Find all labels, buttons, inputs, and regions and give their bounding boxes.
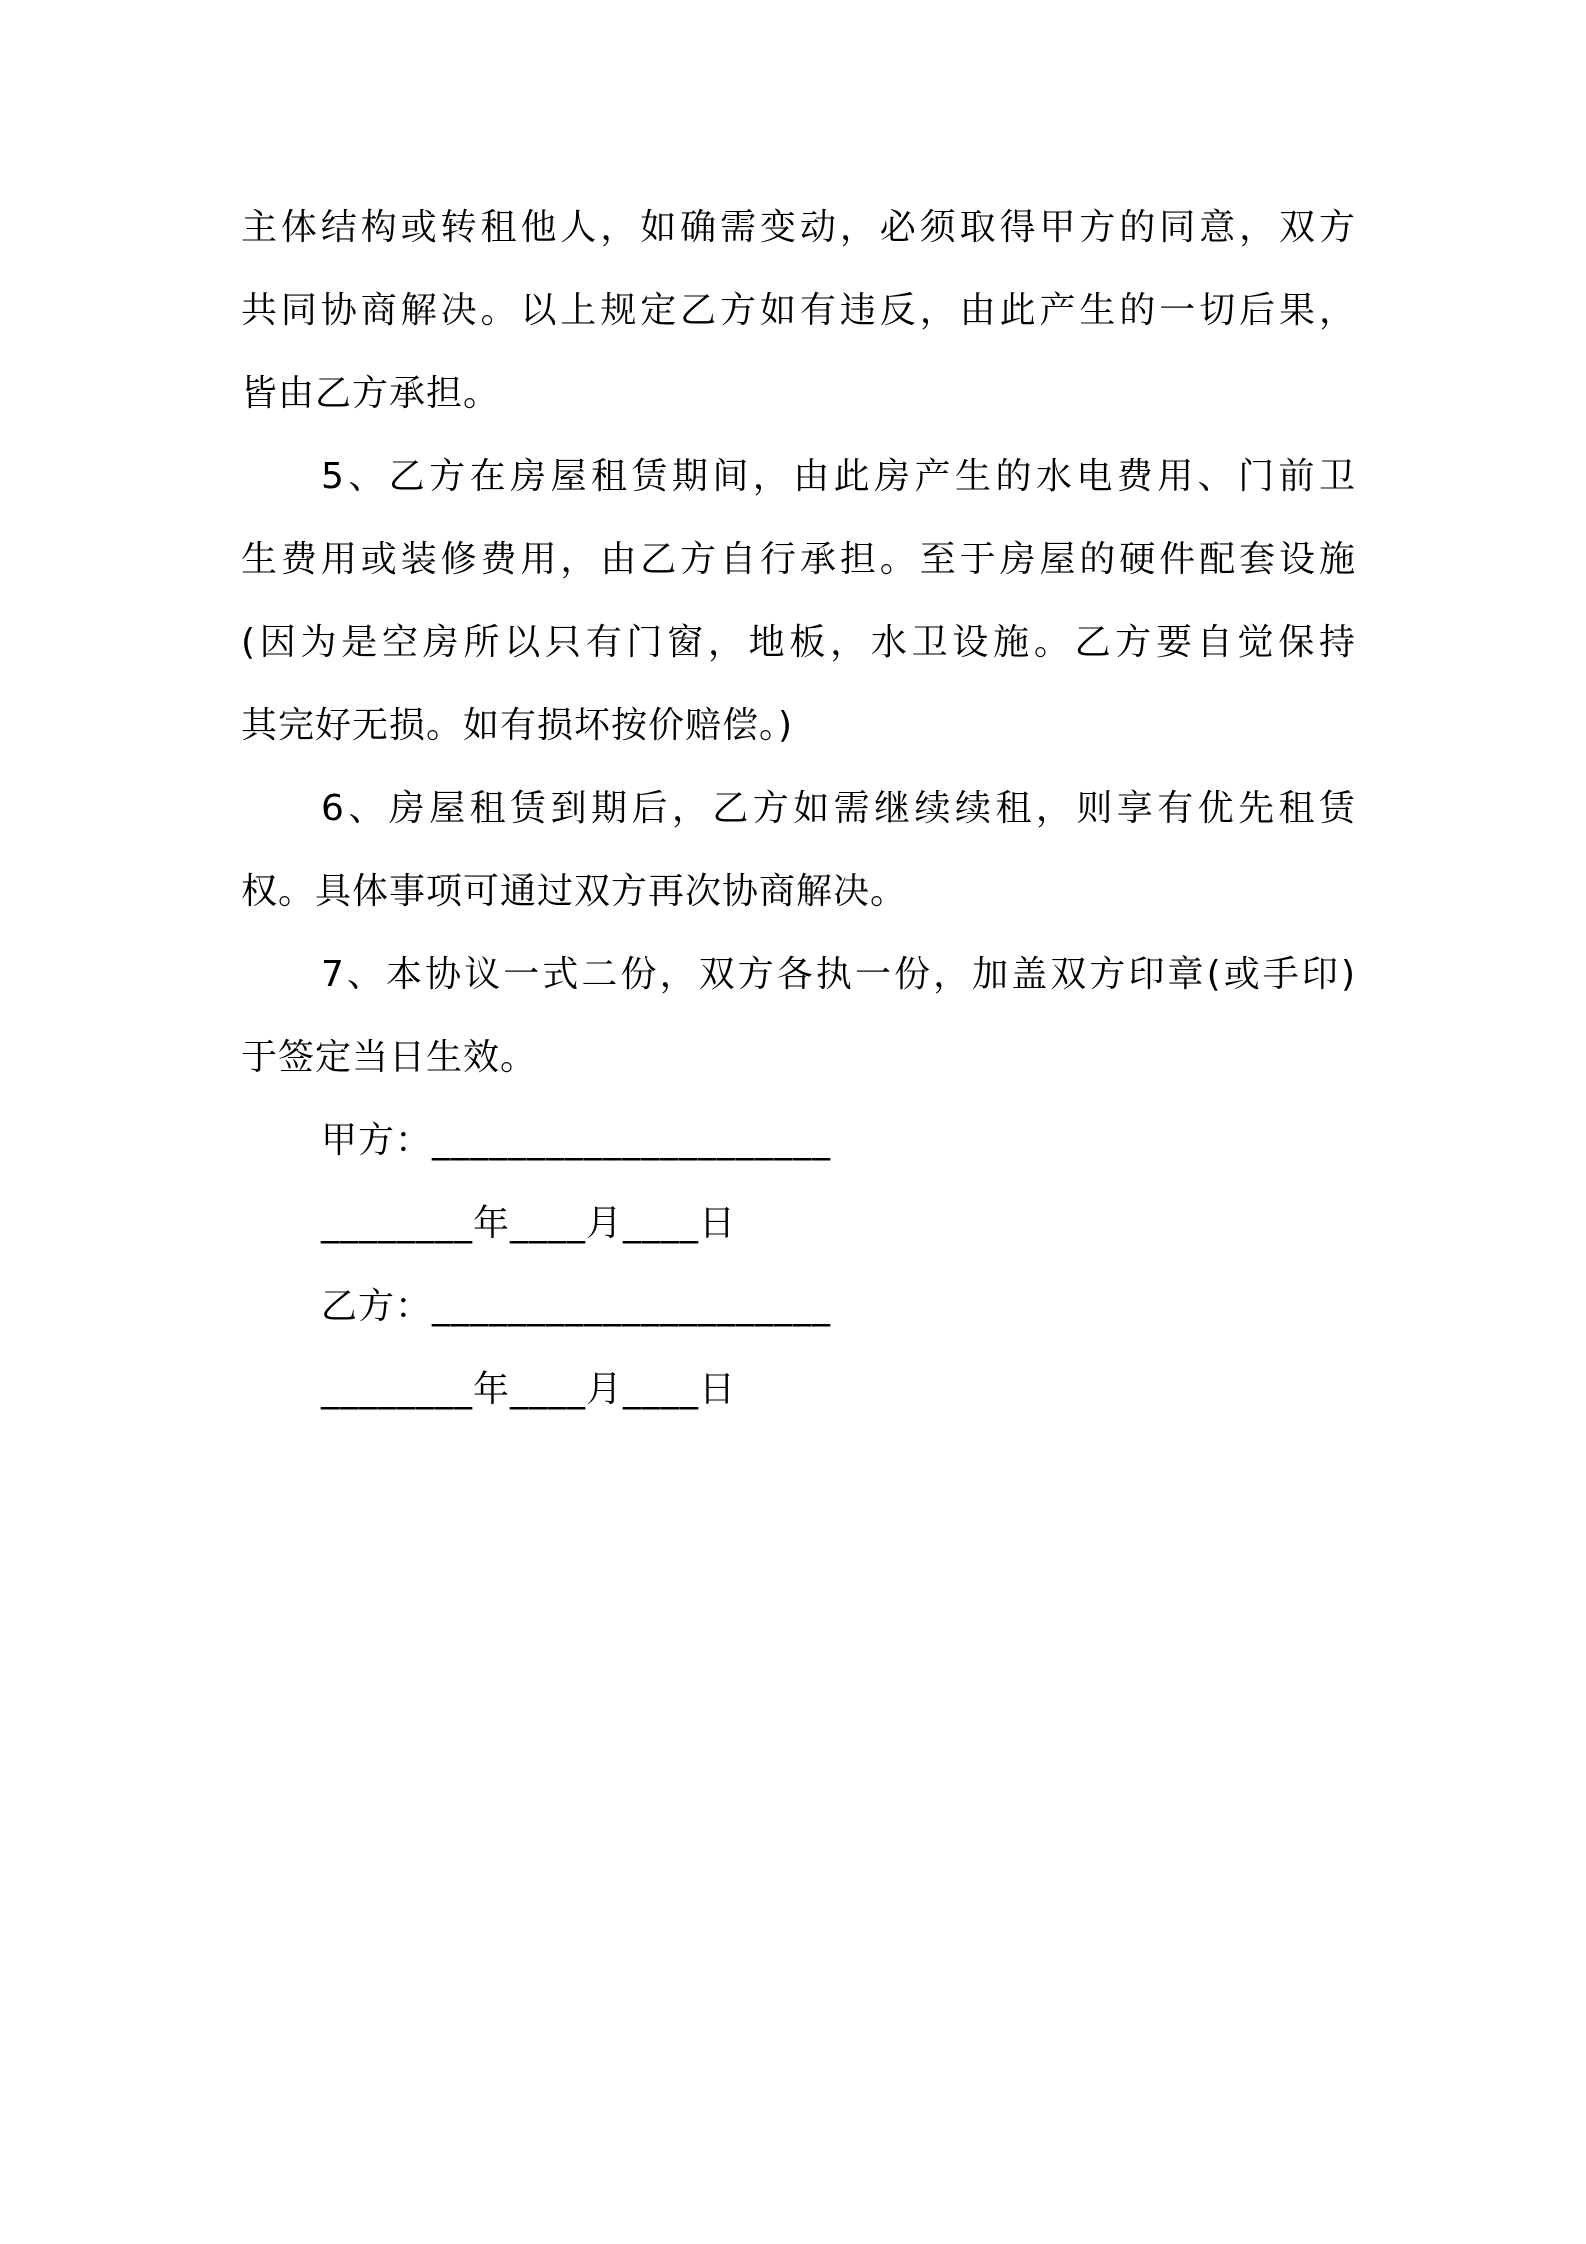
paragraph-line: 皆由乙方承担。 xyxy=(241,373,501,414)
paragraph-line: 于签定当日生效。 xyxy=(241,1037,538,1078)
party-b-date: ________年____月____日 xyxy=(321,1369,736,1410)
paragraph-line: 主体结构或转租他人，如确需变动，必须取得甲方的同意，双方 xyxy=(241,207,1356,248)
paragraph-line: 共同协商解决。以上规定乙方如有违反，由此产生的一切后果， xyxy=(241,290,1356,331)
party-b-signature: 乙方：_____________________ xyxy=(321,1286,832,1327)
clause-6-line: 6、房屋租赁到期后，乙方如需继续续租，则享有优先租赁 xyxy=(321,788,1356,829)
party-a-date: ________年____月____日 xyxy=(321,1203,736,1244)
party-a-signature: 甲方：_____________________ xyxy=(321,1120,832,1161)
clause-7-line: 7、本协议一式二份，双方各执一份，加盖双方印章(或手印) xyxy=(321,954,1356,995)
paragraph-line: (因为是空房所以只有门窗，地板，水卫设施。乙方要自觉保持 xyxy=(241,622,1356,663)
paragraph-line: 其完好无损。如有损坏按价赔偿。) xyxy=(241,705,794,746)
paragraph-line: 生费用或装修费用，由乙方自行承担。至于房屋的硬件配套设施 xyxy=(241,539,1356,580)
paragraph-line: 权。具体事项可通过双方再次协商解决。 xyxy=(241,871,908,912)
clause-5-line: 5、乙方在房屋租赁期间，由此房产生的水电费用、门前卫 xyxy=(321,456,1356,497)
